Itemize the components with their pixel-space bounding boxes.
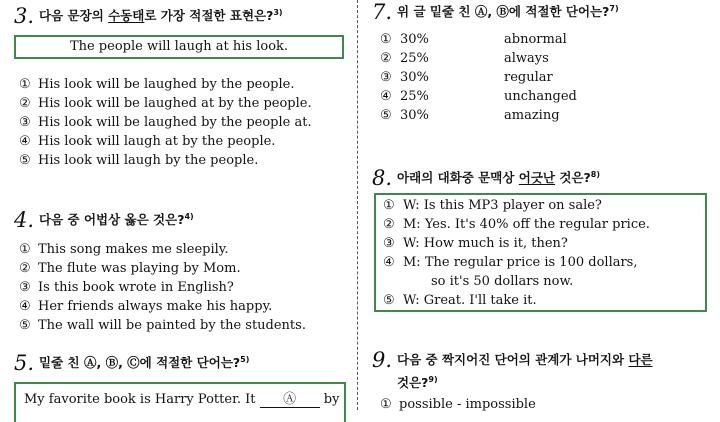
left-column [0,0,355,410]
right-column [362,0,720,410]
question-5-passage-line: My favorite book is Harry Potter. It Ⓐ by [24,388,339,408]
question-text: 다음 중 어법상 옳은 것은?$^{4)}$ [39,211,194,227]
question-4-option-2[interactable]: ② The flute was playing by Mom. [19,261,241,276]
question-8-line-1[interactable]: ① W: Is this MP3 player on sale? [383,198,602,213]
question-number: 4. [14,208,35,232]
question-9-heading-line-2: 것은?$^{9)}$ [397,374,438,390]
question-3-sentence: The people will laugh at his look. [69,39,289,54]
question-3-option-4[interactable]: ④ His look will laugh at by the people. [19,134,276,149]
question-7-option-4[interactable]: ④ 25% unchanged [380,89,577,104]
question-3-sentence-box [14,35,344,59]
question-7-option-2[interactable]: ② 25% always [380,51,549,66]
question-8-line-3[interactable]: ③ W: How much is it, then? [383,236,568,251]
question-4-option-5[interactable]: ⑤ The wall will be painted by the students. [19,318,306,333]
question-8-line-5[interactable]: ⑤ W: Great. I'll take it. [383,293,537,308]
question-8-line-4-continued: so it's 50 dollars now. [431,274,574,289]
question-8-line-2[interactable]: ② M: Yes. It's 40% off the regular price. [383,217,650,232]
question-4-option-4[interactable]: ④ Her friends always make his happy. [19,299,273,314]
blank-a: Ⓐ [260,388,320,408]
question-5-passage-box [14,382,346,422]
question-3-option-2[interactable]: ② His look will be laughed at by the people. [19,96,312,111]
question-text: 위 글 밑줄 친 Ⓐ, Ⓑ에 적절한 단어는?$^{7)}$ [397,3,619,19]
question-number: 3. [14,4,35,28]
question-3-option-1[interactable]: ① His look will be laughed by the people. [19,77,295,92]
question-9-option-1[interactable]: ① possible - impossible [380,397,536,412]
question-4-option-3[interactable]: ③ Is this book wrote in English? [19,280,234,295]
question-3-option-5[interactable]: ⑤ His look will laugh by the people. [19,153,259,168]
question-8-dialogue-box [374,193,707,312]
question-text: 아래의 대화중 문맥상 어긋난 것은?$^{8)}$ [397,169,601,185]
question-9-heading [372,348,653,372]
column-divider [357,0,358,410]
question-7-option-3[interactable]: ③ 30% regular [380,70,553,85]
question-number: 8. [372,166,393,190]
question-8-line-4[interactable]: ④ M: The regular price is 100 dollars, [383,255,638,270]
question-3-heading [14,4,283,28]
question-number: 9. [372,348,393,372]
question-number: 5. [14,351,35,375]
question-text: 다음 중 짝지어진 단어의 관계가 나머지와 다른 [397,352,653,367]
question-7-option-1[interactable]: ① 30% abnormal [380,32,567,47]
question-7-heading [372,0,619,24]
question-7-option-5[interactable]: ⑤ 30% amazing [380,108,560,123]
question-4-option-1[interactable]: ① This song makes me sleepily. [19,242,229,257]
question-text: 다음 문장의 수동태로 가장 적절한 표현은?$^{3)}$ [39,7,283,23]
question-8-heading [372,166,600,190]
question-5-heading [14,351,249,375]
question-text: 밑줄 친 Ⓐ, Ⓑ, Ⓒ에 적절한 단어는?$^{5)}$ [39,354,250,370]
question-3-option-3[interactable]: ③ His look will be laughed by the people at. [19,115,312,130]
question-4-heading [14,208,194,232]
question-number: 7. [372,0,393,24]
